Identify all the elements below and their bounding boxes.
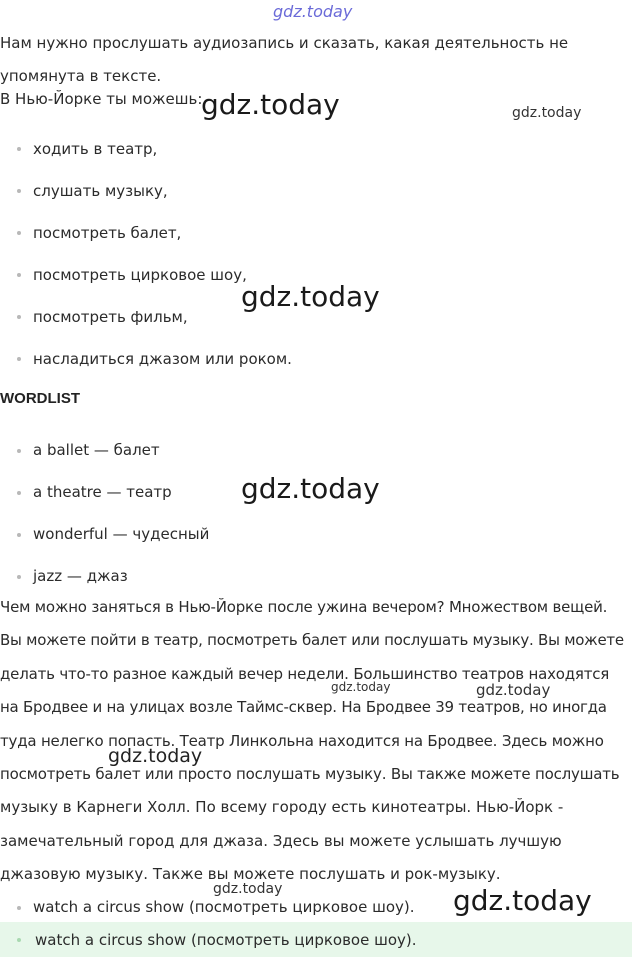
paragraph-line: музыку в Карнеги Холл. По всему городу есть кинотеатры. Нью-Йорк -: [0, 798, 564, 816]
bullet-icon: [17, 938, 21, 942]
bullet-icon: [17, 533, 21, 537]
list-item: насладиться джазом или роком.: [33, 350, 292, 368]
bullet-icon: [17, 491, 21, 495]
watermark: gdz.today: [213, 881, 283, 897]
highlighted-answer-row: [0, 922, 632, 957]
bullet-icon: [17, 315, 21, 319]
list-item: посмотреть балет,: [33, 224, 182, 242]
bullet-icon: [17, 147, 21, 151]
paragraph-line: Вы можете пойти в театр, посмотреть балет или послушать музыку. Вы можете: [0, 631, 624, 649]
list-item: посмотреть цирковое шоу,: [33, 266, 247, 284]
wordlist-item: a theatre — театр: [33, 483, 172, 501]
task-text-line-2: упомянута в тексте.: [0, 67, 162, 85]
highlighted-answer: watch a circus show (посмотреть цирковое шоу).: [35, 931, 417, 949]
watermark: gdz.today: [453, 884, 592, 917]
bullet-icon: [17, 189, 21, 193]
watermark: gdz.today: [512, 105, 582, 121]
paragraph-line: замечательный город для джаза. Здесь вы можете услышать лучшую: [0, 832, 562, 850]
watermark: gdz.today: [201, 88, 340, 121]
bullet-icon: [17, 357, 21, 361]
bullet-icon: [17, 231, 21, 235]
watermark: gdz.today: [331, 680, 391, 694]
task-text-line-1: Нам нужно прослушать аудиозапись и сказать, какая деятельность не: [0, 34, 569, 52]
paragraph-line: делать что-то разное каждый вечер недели. Большинство театров находятся: [0, 665, 610, 683]
watermark: gdz.today: [241, 472, 380, 505]
list-item: ходить в театр,: [33, 140, 158, 158]
paragraph-line: Чем можно заняться в Нью-Йорке после ужина вечером? Множеством вещей.: [0, 598, 608, 616]
list-item: посмотреть фильм,: [33, 308, 188, 326]
watermark: gdz.today: [241, 280, 380, 313]
answer-item: watch a circus show (посмотреть цирковое шоу).: [33, 898, 415, 916]
task-intro: В Нью-Йорке ты можешь:: [0, 90, 203, 108]
wordlist-item: a ballet — балет: [33, 441, 160, 459]
bullet-icon: [17, 575, 21, 579]
watermark-top: gdz.today: [273, 2, 353, 21]
wordlist-item: wonderful — чудесный: [33, 525, 210, 543]
watermark: gdz.today: [476, 681, 551, 699]
paragraph-line: туда нелегко попасть. Театр Линкольна находится на Бродвее. Здесь можно: [0, 732, 604, 750]
bullet-icon: [17, 273, 21, 277]
paragraph-line: на Бродвее и на улицах возле Таймс-сквер. На Бродвее 39 театров, но иногда: [0, 698, 607, 716]
bullet-icon: [17, 449, 21, 453]
wordlist-heading: WORDLIST: [0, 390, 80, 407]
paragraph-line: посмотреть балет или просто послушать музыку. Вы также можете послушать: [0, 765, 620, 783]
list-item: слушать музыку,: [33, 182, 168, 200]
bullet-icon: [17, 906, 21, 910]
paragraph-line: джазовую музыку. Также вы можете послушать и рок-музыку.: [0, 865, 501, 883]
wordlist-item: jazz — джаз: [33, 567, 128, 585]
watermark: gdz.today: [108, 745, 203, 767]
